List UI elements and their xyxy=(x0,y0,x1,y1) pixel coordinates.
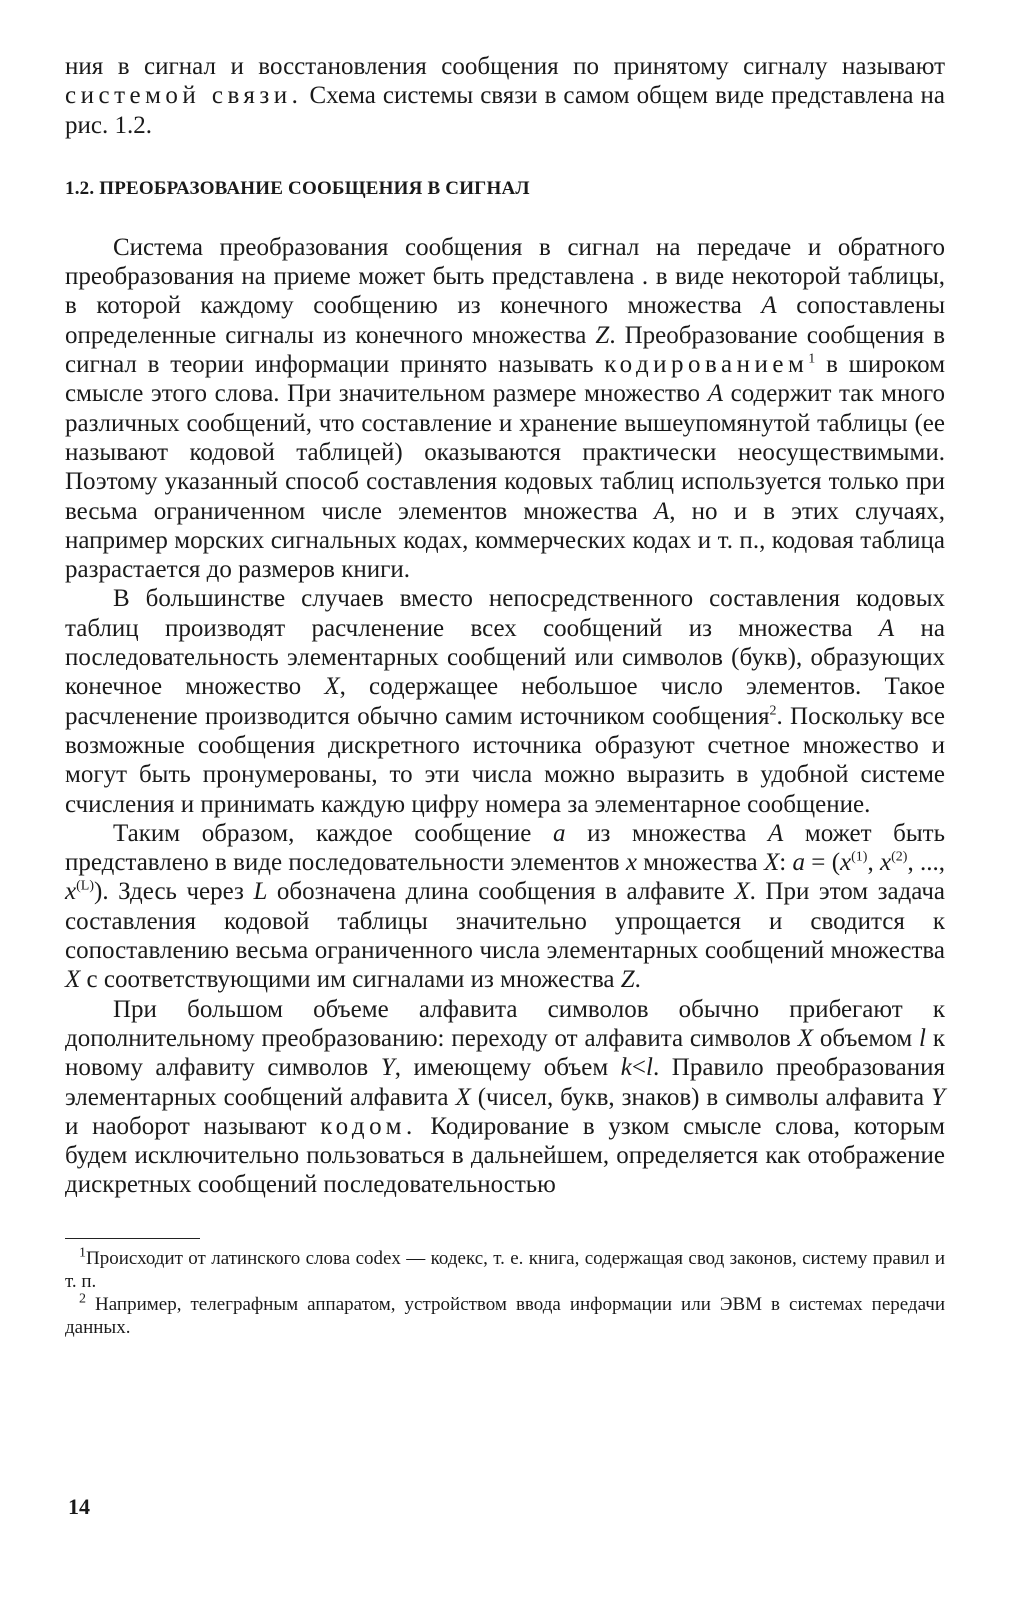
section-heading: 1.2. ПРЕОБРАЗОВАНИЕ СООБЩЕНИЯ В СИГНАЛ xyxy=(65,177,530,199)
term-code: кодом. xyxy=(320,1112,417,1140)
footnote-1: $^1$Происходит от латинского слова codex — кодекс, т. е. книга, содержащая свод законов, систему правил и т. п. xyxy=(65,1245,945,1292)
intro-paragraph: ния в сигнал и восстановления сообщения по принятому сигналу называют системой связи. Схема системы связи в самом общем виде представлена на рис. 1.2. xyxy=(65,53,945,139)
paragraph-4: При большом объеме алфавита символов обычно прибегают к дополнительному преобразованию: переходу от алфавита символов X объемом l к новому алфавиту символов Y, имеющему объем k<l. Правило преобразования элементарных сообщений алфавита X (чисел, букв, знаков) в символы алфавита Y и наоборот называют кодом. Кодирование в узком смысле слова, которым будем исключительно пользоваться в дальнейшем, определяется как отображение дискретных сообщений последовательностью xyxy=(65,995,946,1199)
term-communication-system: системой связи. xyxy=(65,82,303,110)
footnote-ref-1: 1 xyxy=(808,351,816,367)
term-coding: кодированием xyxy=(604,351,809,379)
page-number: 14 xyxy=(68,1494,90,1519)
footnote-2: $^2$ Например, телеграфным аппаратом, устройством ввода информации или ЭВМ в системах передачи данных. xyxy=(65,1291,945,1338)
paragraph-1: Система преобразования сообщения в сигнал на передаче и обратного преобразования на приеме может быть представлена . в виде некоторой таблицы, в которой каждому сообщению из конечного множества A сопоставлены определенные сигналы из конечного множества Z. Преобразование сообщения в сигнал в теории информации принято называть кодированием$^1$ в широком смысле этого слова. При значительном размере множество A содержит так много различных сообщений, что составление и хранение вышеупомянутой таблицы (ее называют кодовой таблицей) оказываются практически неосуществимыми. Поэтому указанный способ составления кодовых таблиц используется только при весьма ограниченном числе элементов множества A, но и в этих случаях, например морских сигнальных кодах, коммерческих кодах и т. п., кодовая таблица разрастается до размеров книги. xyxy=(65,233,946,584)
paragraph-3: Таким образом, каждое сообщение a из множества A может быть представлено в виде последовательности элементов x множества X: $a = (x^{(1)}$, $x^{(2)}$, ..., $x^{(L)}$). Здесь через L обозначена длина сообщения в алфавите X. При этом задача составления кодовой таблицы значительно упрощается и сводится к сопоставлению весьма ограниченного числа элементарных сообщений множества X с соответствующими им сигналами из множества Z. xyxy=(65,819,946,994)
paragraph-2: В большинстве случаев вместо непосредственного составления кодовых таблиц производят расчленение всех сообщений из множества A на последовательность элементарных сообщений или символов (букв), образующих конечное множество X, содержащее небольшое число элементов. Такое расчленение производится обычно самим источником сообщения$^2$. Поскольку все возможные сообщения дискретного источника образуют счетное множество и могут быть пронумерованы, то эти числа можно выразить в удобной системе счисления и принимать каждую цифру номера за элементарное сообщение. xyxy=(65,585,945,818)
footnote-ref-2: 2 xyxy=(769,703,777,719)
page-body xyxy=(65,52,945,1339)
formula: : $a = (x^{(1)}$, $x^{(2)}$, ..., $x^{(L)}$). xyxy=(65,849,946,906)
footnote-divider xyxy=(65,1238,200,1239)
